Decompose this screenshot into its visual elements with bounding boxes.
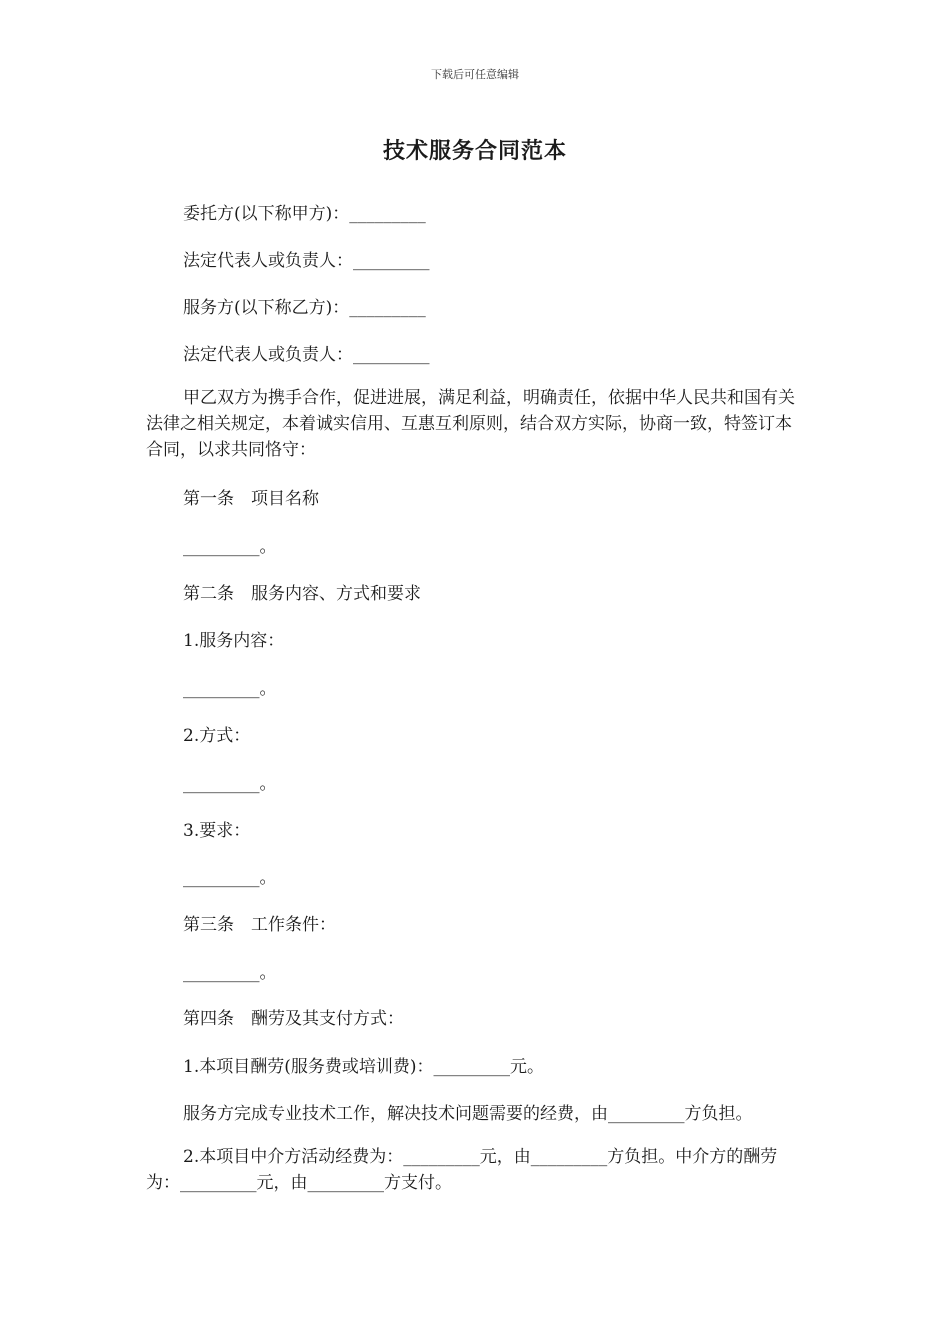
service-method-blank: _________。 [183, 774, 277, 794]
service-content-blank: _________。 [183, 679, 277, 699]
service-requirement-label: 3.要求： [183, 821, 251, 841]
client-line: 委托方(以下称甲方)：_________ [183, 204, 426, 224]
document-title: 技术服务合同范本 [382, 138, 567, 164]
service-content-label: 1.服务内容： [183, 631, 285, 651]
preamble-paragraph: 甲乙双方为携手合作，促进进展，满足利益，明确责任，依据中华人民共和国有关法律之相关规定，本着诚实信用、互惠互利原则，结合双方实际，协商一致，特签订本合同，以求共同恪守： [146, 388, 795, 460]
page-header: 下载后可任意编辑 [431, 68, 519, 81]
service-method-label: 2.方式： [183, 726, 251, 746]
remuneration-line: 1.本项目酬劳(服务费或培训费)：_________元。 [183, 1057, 544, 1077]
expense-line: 服务方完成专业技术工作，解决技术问题需要的经费，由_________方负担。 [183, 1104, 753, 1124]
provider-representative-line: 法定代表人或负责人：_________ [183, 345, 430, 365]
provider-line: 服务方(以下称乙方)：_________ [183, 298, 426, 318]
article-1-blank: _________。 [183, 537, 277, 557]
article-3-heading: 第三条 工作条件： [183, 915, 336, 935]
client-representative-line: 法定代表人或负责人：_________ [183, 251, 430, 271]
article-4-heading: 第四条 酬劳及其支付方式： [183, 1009, 404, 1029]
service-requirement-blank: _________。 [183, 868, 277, 888]
article-3-blank: _________。 [183, 963, 277, 983]
article-2-heading: 第二条 服务内容、方式和要求 [183, 584, 421, 604]
article-1-heading: 第一条 项目名称 [183, 489, 319, 509]
intermediary-paragraph: 2.本项目中介方活动经费为：_________元，由_________方负担。中介方的酬劳为：_________元，由_________方支付。 [146, 1147, 778, 1193]
